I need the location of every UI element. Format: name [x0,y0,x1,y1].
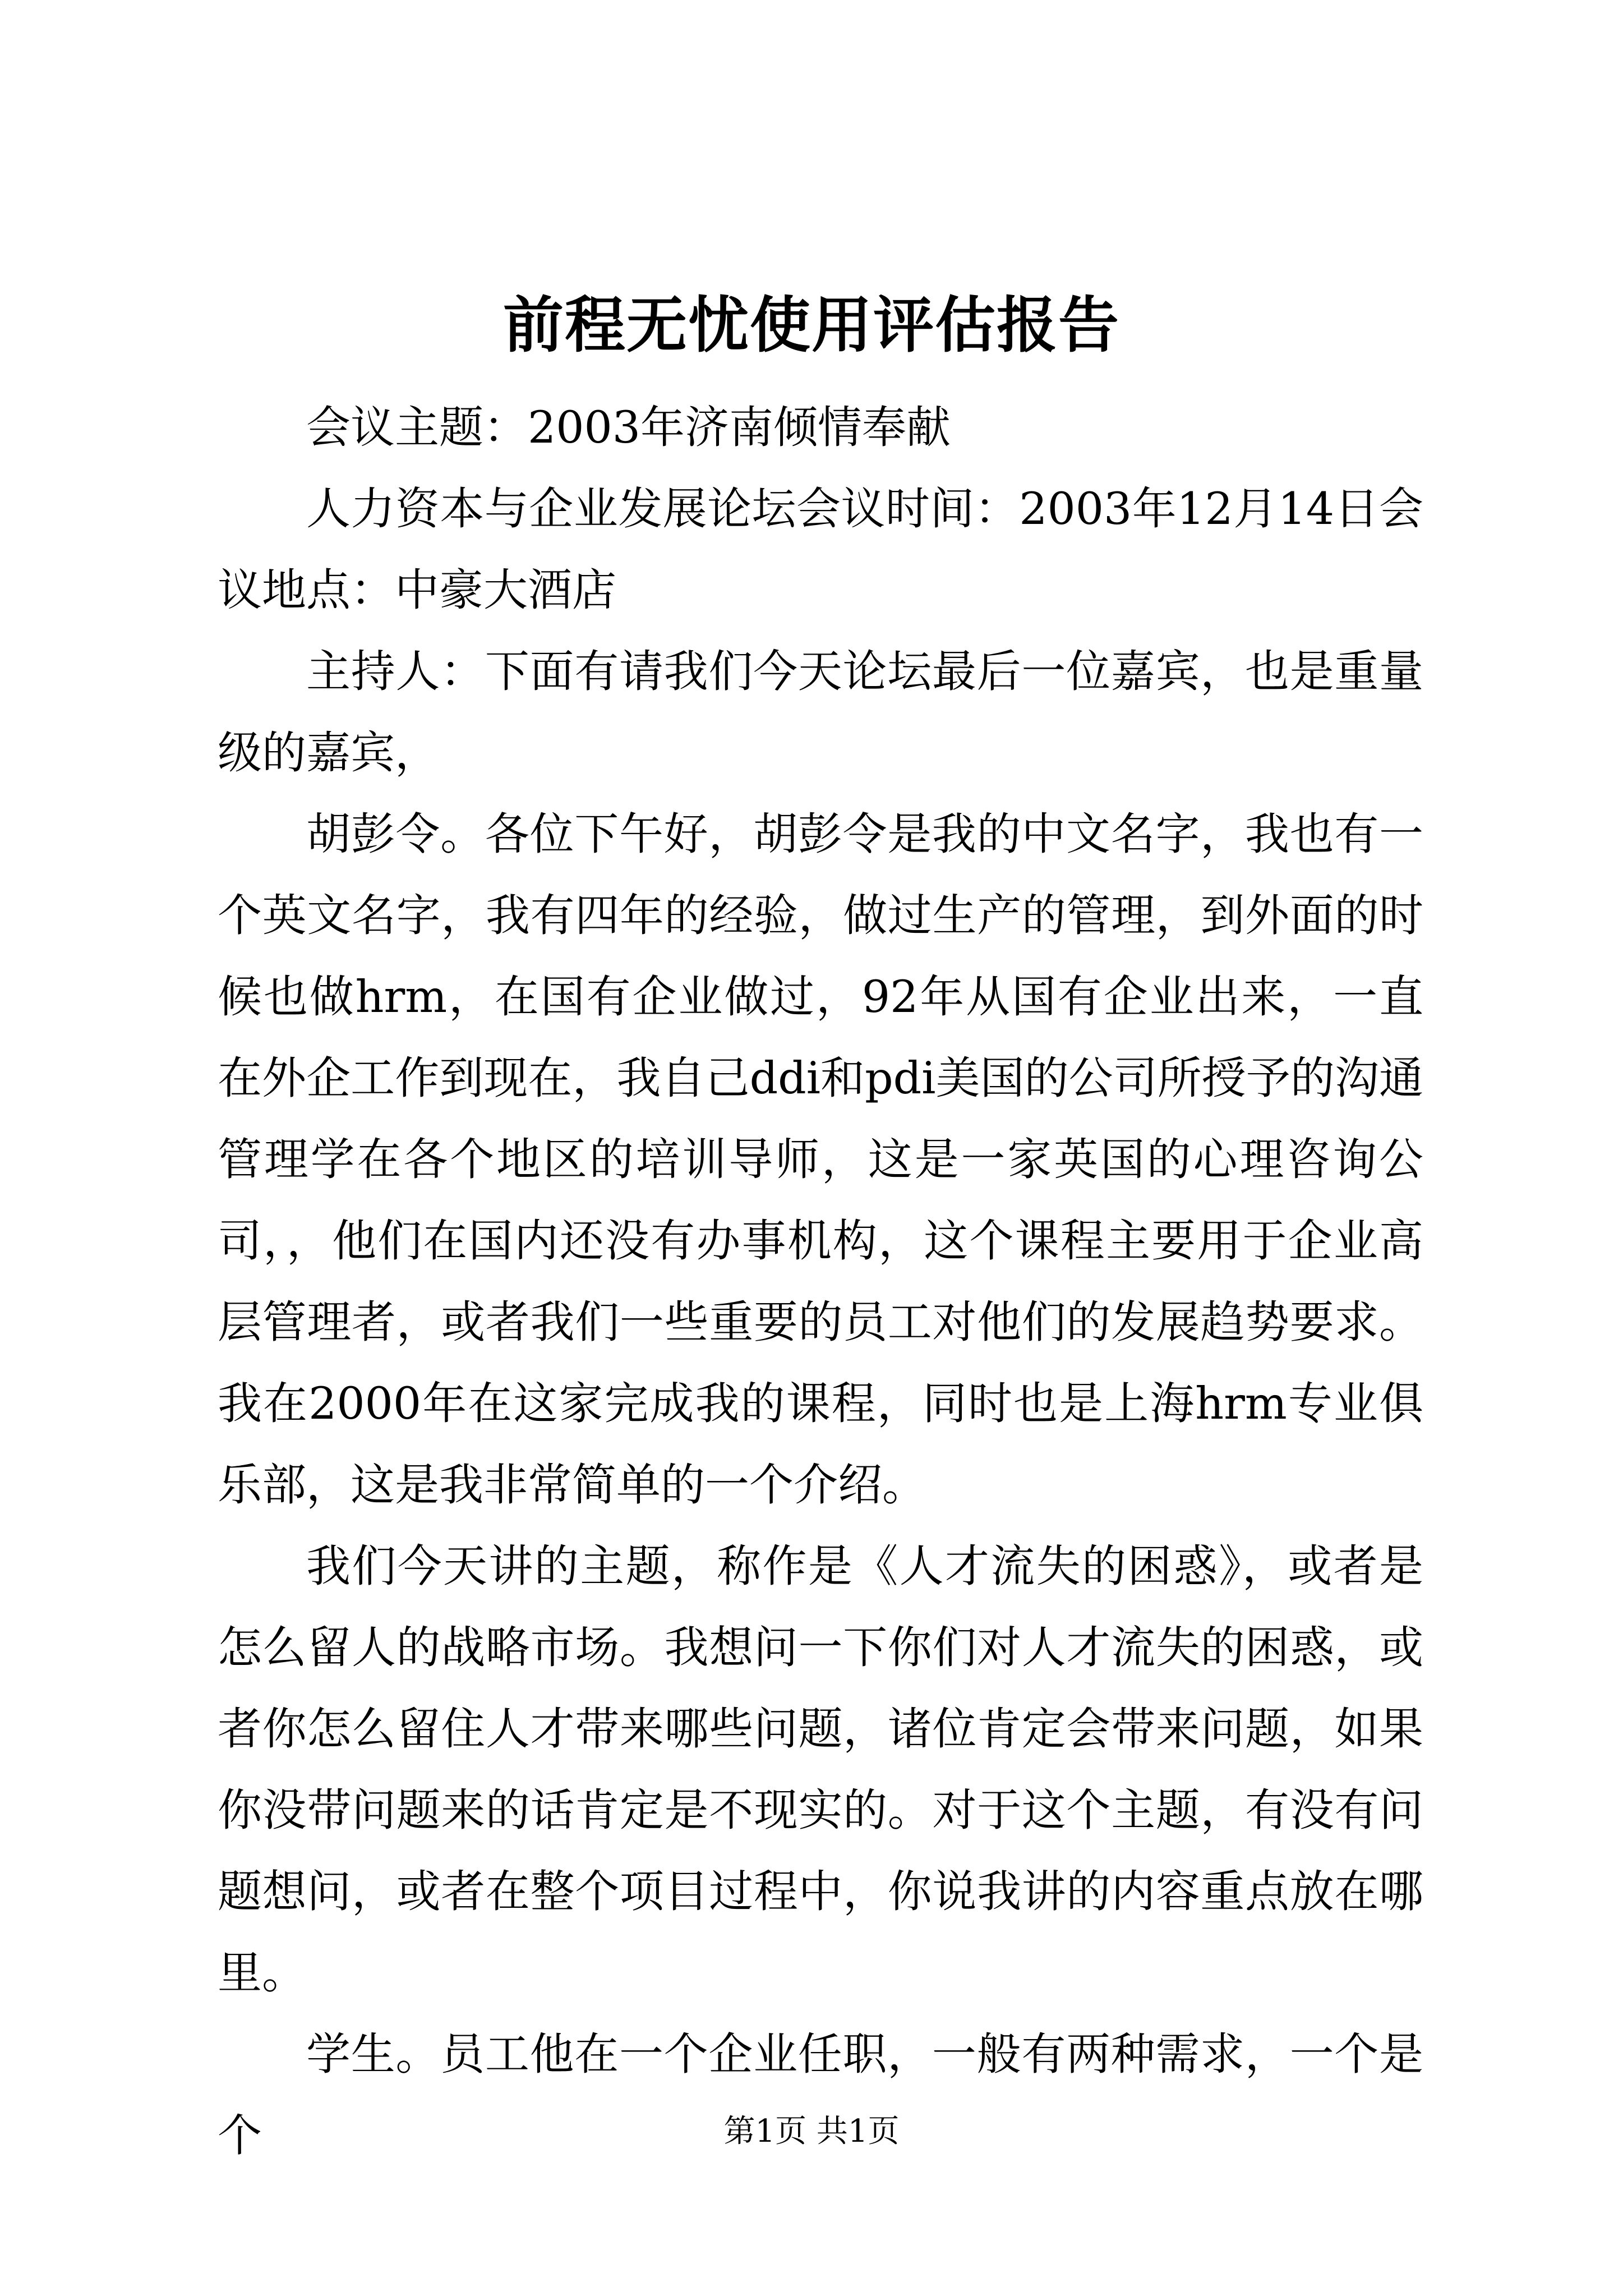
paragraph-topic: 我们今天讲的主题，称作是《人才流失的困惑》，或者是怎么留人的战略市场。我想问一下你们对人才流失的困惑，或者你怎么留住人才带来哪些问题，诸位肯定会带来问题，如果你没带问题来的话肯定是不现实的。对于这个主题，有没有问题想问，或者在整个项目过程中，你说我讲的内容重点放在哪里。 [218,1540,1423,1999]
page-footer: 第1页 共1页 [723,2113,900,2150]
paragraph-speaker-intro: 胡彭令。各位下午好，胡彭令是我的中文名字，我也有一个英文名字，我有四年的经验，做过生产的管理，到外面的时候也做hrm，在国有企业做过，92年从国有企业出来，一直在外企工作到现在，我自己ddi和pdi美国的公司所授予的沟通管理学在各个地区的培训导师，这是一家英国的心理咨询公司，，他们在国内还没有办事机构，这个课程主要用于企业高层管理者，或者我们一些重要的员工对他们的发展趋势要求。我在2000年在这家完成我的课程，同时也是上海hrm专业俱乐部，这是我非常简单的一个介绍。 [218,808,1423,1511]
document-title: 前程无忧使用评估报告 [502,290,1120,361]
paragraph-host-intro: 主持人：下面有请我们今天论坛最后一位嘉宾，也是重量级的嘉宾， [218,646,1423,779]
paragraph-student: 学生。员工他在一个企业任职，一般有两种需求，一个是个 [218,2028,1423,2161]
paragraph-meeting-time-location: 人力资本与企业发展论坛会议时间：2003年12月14日会议地点：中豪大酒店 [218,483,1423,616]
paragraph-meeting-theme: 会议主题：2003年济南倾情奉献 [306,402,951,453]
document-body [218,387,1423,2177]
